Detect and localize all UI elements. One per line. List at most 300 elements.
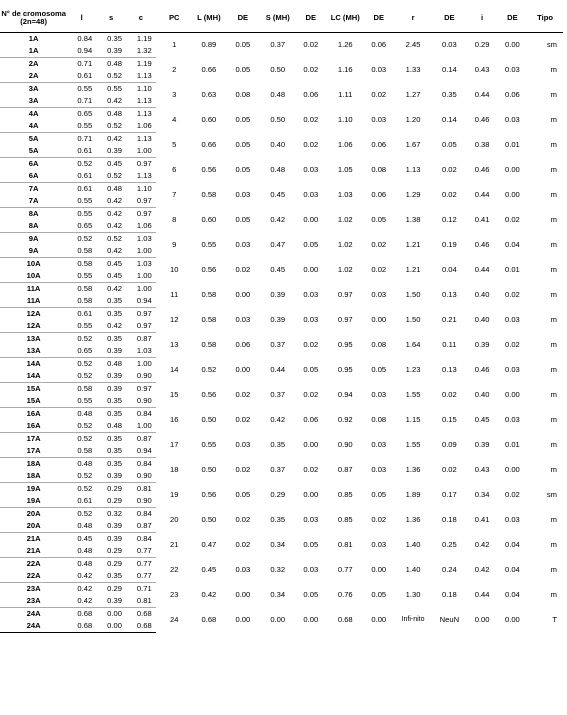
i-cell: 0.40 xyxy=(474,290,490,300)
de4-cell: 0.14 xyxy=(441,65,457,75)
de1-cell: 0.03 xyxy=(235,315,251,325)
de1-cell: 0.02 xyxy=(235,415,251,425)
de4-cell: 0.02 xyxy=(441,190,457,200)
chromosome-cell: 12A xyxy=(0,320,67,333)
pc-cell: 19 xyxy=(170,490,179,500)
de2-cell: 0.02 xyxy=(303,65,319,75)
de2-cell: 0.03 xyxy=(303,290,319,300)
de2-cell: 0.03 xyxy=(303,315,319,325)
S-cell: 0.50 xyxy=(270,65,286,75)
l-cell: 0.52 xyxy=(67,370,96,383)
s-cell: 0.35 xyxy=(107,334,122,344)
pc-cell: 24 xyxy=(170,615,179,625)
l-cell: 0.42 xyxy=(67,570,96,583)
chromosome-cell: 22A xyxy=(26,559,41,569)
s-cell: 0.52 xyxy=(96,70,126,83)
S-cell: 0.40 xyxy=(270,140,286,150)
header-s: s xyxy=(96,4,126,33)
chromosome-cell: 2A xyxy=(28,59,39,69)
l-cell: 0.55 xyxy=(67,120,96,133)
de3-cell: 0.03 xyxy=(371,440,387,450)
L-cell: 0.58 xyxy=(201,315,217,325)
de4-cell: 0.02 xyxy=(441,465,457,475)
L-cell: 0.45 xyxy=(201,565,217,575)
de1-cell: 0.03 xyxy=(235,440,251,450)
de1-cell: 0.00 xyxy=(235,615,251,625)
tipo-cell: m xyxy=(550,365,557,375)
L-cell: 0.56 xyxy=(201,265,217,275)
table-row xyxy=(0,208,563,221)
c-cell: 0.77 xyxy=(136,559,152,569)
L-cell: 0.58 xyxy=(201,340,217,350)
s-cell: 0.32 xyxy=(107,509,122,519)
de3-cell: 0.08 xyxy=(371,340,387,350)
de5-cell: 0.02 xyxy=(505,340,520,350)
table-row xyxy=(0,383,563,396)
header-de-4: DE xyxy=(432,4,466,33)
s-cell: 0.52 xyxy=(96,170,126,183)
chromosome-cell: 5A xyxy=(0,145,67,158)
chromosome-cell: 23A xyxy=(0,595,67,608)
s-cell: 0.39 xyxy=(96,145,126,158)
L-cell: 0.60 xyxy=(201,215,217,225)
S-cell: 0.44 xyxy=(270,365,286,375)
l-cell: 0.48 xyxy=(77,409,93,419)
de3-cell: 0.05 xyxy=(371,490,387,500)
c-cell: 0.81 xyxy=(126,595,156,608)
table-row xyxy=(0,233,563,246)
de3-cell: 0.02 xyxy=(371,240,387,250)
S-cell: 0.45 xyxy=(270,190,286,200)
l-cell: 0.52 xyxy=(77,359,93,369)
LC-cell: 0.97 xyxy=(337,315,353,325)
de3-cell: 0.03 xyxy=(371,290,387,300)
L-cell: 0.58 xyxy=(201,290,217,300)
de5-cell: 0.02 xyxy=(505,290,520,300)
de5-cell: 0.01 xyxy=(505,140,520,150)
c-cell: 0.84 xyxy=(136,509,152,519)
s-cell: 0.39 xyxy=(96,595,126,608)
c-cell: 0.87 xyxy=(136,334,152,344)
de3-cell: 0.08 xyxy=(371,415,387,425)
r-cell: 1.40 xyxy=(405,540,421,550)
LC-cell: 0.97 xyxy=(337,290,353,300)
S-cell: 0.45 xyxy=(270,265,286,275)
tipo-cell: m xyxy=(550,190,557,200)
l-cell: 0.71 xyxy=(77,134,93,144)
r-cell: 1.50 xyxy=(405,315,421,325)
r-cell: 1.64 xyxy=(405,340,421,350)
S-cell: 0.39 xyxy=(270,290,286,300)
s-cell: 0.55 xyxy=(107,84,122,94)
c-cell: 0.97 xyxy=(126,320,156,333)
l-cell: 0.68 xyxy=(67,620,96,633)
s-cell: 0.00 xyxy=(107,609,122,619)
c-cell: 0.77 xyxy=(126,570,156,583)
chromosome-cell: 19A xyxy=(0,495,67,508)
S-cell: 0.37 xyxy=(270,340,286,350)
chromosome-cell: 8A xyxy=(28,209,39,219)
s-cell: 0.42 xyxy=(96,95,126,108)
chromosome-cell: 11A xyxy=(26,284,41,294)
c-cell: 0.90 xyxy=(126,495,156,508)
chromosome-cell: 20A xyxy=(0,520,67,533)
L-cell: 0.68 xyxy=(201,615,217,625)
L-cell: 0.42 xyxy=(201,590,217,600)
de2-cell: 0.05 xyxy=(303,540,319,550)
tipo-cell: m xyxy=(550,440,557,450)
de2-cell: 0.02 xyxy=(303,140,319,150)
de4-cell: 0.35 xyxy=(441,90,457,100)
de2-cell: 0.05 xyxy=(303,240,319,250)
r-cell: 1.30 xyxy=(405,590,421,600)
c-cell: 1.03 xyxy=(136,259,152,269)
de1-cell: 0.03 xyxy=(235,240,251,250)
de5-cell: 0.03 xyxy=(505,415,520,425)
LC-cell: 1.06 xyxy=(337,140,353,150)
l-cell: 0.61 xyxy=(67,145,96,158)
de5-cell: 0.04 xyxy=(505,590,520,600)
chromosome-cell: 7A xyxy=(28,184,39,194)
l-cell: 0.52 xyxy=(77,434,93,444)
de2-cell: 0.06 xyxy=(303,415,319,425)
chromosome-cell: 10A xyxy=(26,259,41,269)
LC-cell: 1.10 xyxy=(337,115,353,125)
L-cell: 0.55 xyxy=(201,440,217,450)
L-cell: 0.56 xyxy=(201,165,217,175)
de3-cell: 0.05 xyxy=(371,365,387,375)
s-cell: 0.42 xyxy=(107,284,122,294)
de5-cell: 0.04 xyxy=(505,540,520,550)
de3-cell: 0.06 xyxy=(371,140,387,150)
pc-cell: 5 xyxy=(172,140,177,150)
s-cell: 0.45 xyxy=(107,259,122,269)
c-cell: 0.84 xyxy=(136,409,152,419)
l-cell: 0.52 xyxy=(77,509,93,519)
i-cell: 0.46 xyxy=(474,365,490,375)
de5-cell: 0.03 xyxy=(505,515,520,525)
c-cell: 1.03 xyxy=(126,345,156,358)
de3-cell: 0.00 xyxy=(371,315,387,325)
table-row xyxy=(0,283,563,296)
chromosome-cell: 24A xyxy=(26,609,41,619)
r-cell: 1.23 xyxy=(405,365,421,375)
L-cell: 0.89 xyxy=(201,40,217,50)
de5-cell: 0.00 xyxy=(505,465,520,475)
r-cell: 1.27 xyxy=(405,90,421,100)
l-cell: 0.48 xyxy=(67,545,96,558)
chromosome-cell: 7A xyxy=(0,195,67,208)
pc-cell: 16 xyxy=(170,415,179,425)
LC-cell: 0.92 xyxy=(337,415,353,425)
s-cell: 0.29 xyxy=(107,559,122,569)
c-cell: 1.13 xyxy=(126,70,156,83)
s-cell: 0.48 xyxy=(107,359,122,369)
S-cell: 0.37 xyxy=(270,40,286,50)
l-cell: 0.55 xyxy=(77,209,93,219)
header-LC: LC (MH) xyxy=(327,4,364,33)
tipo-cell: sm xyxy=(546,490,557,500)
s-cell: 0.35 xyxy=(96,445,126,458)
l-cell: 0.48 xyxy=(77,459,93,469)
S-cell: 0.35 xyxy=(270,440,286,450)
c-cell: 1.00 xyxy=(136,359,152,369)
table-row xyxy=(0,583,563,596)
c-cell: 1.06 xyxy=(126,120,156,133)
c-cell: 0.97 xyxy=(136,159,152,169)
S-cell: 0.50 xyxy=(270,115,286,125)
l-cell: 0.52 xyxy=(77,334,93,344)
tipo-cell: sm xyxy=(546,40,557,50)
s-cell: 0.29 xyxy=(107,484,122,494)
chromosome-cell: 2A xyxy=(0,70,67,83)
de1-cell: 0.00 xyxy=(235,290,251,300)
pc-cell: 17 xyxy=(170,440,179,450)
r-cell: 1.67 xyxy=(405,140,421,150)
r-cell: Infi-nito xyxy=(401,615,425,623)
c-cell: 0.68 xyxy=(136,609,152,619)
chromosome-cell: 22A xyxy=(0,570,67,583)
de4-cell: 0.03 xyxy=(441,40,457,50)
s-cell: 0.42 xyxy=(96,220,126,233)
de4-cell: 0.02 xyxy=(441,390,457,400)
s-cell: 0.48 xyxy=(107,109,122,119)
de2-cell: 0.02 xyxy=(303,340,319,350)
header-tipo: Tipo xyxy=(527,4,563,33)
s-cell: 0.35 xyxy=(107,309,122,319)
l-cell: 0.61 xyxy=(67,495,96,508)
l-cell: 0.61 xyxy=(67,170,96,183)
l-cell: 0.55 xyxy=(77,84,93,94)
chromosome-cell: 14A xyxy=(26,359,41,369)
s-cell: 0.35 xyxy=(96,570,126,583)
de1-cell: 0.05 xyxy=(235,115,251,125)
table-row xyxy=(0,33,563,46)
s-cell: 0.35 xyxy=(107,34,122,44)
r-cell: 1.36 xyxy=(405,515,421,525)
l-cell: 0.52 xyxy=(67,470,96,483)
c-cell: 0.97 xyxy=(136,384,152,394)
S-cell: 0.47 xyxy=(270,240,286,250)
c-cell: 1.06 xyxy=(126,220,156,233)
s-cell: 0.42 xyxy=(107,209,122,219)
l-cell: 0.84 xyxy=(77,34,93,44)
L-cell: 0.50 xyxy=(201,415,217,425)
L-cell: 0.52 xyxy=(201,365,217,375)
de1-cell: 0.02 xyxy=(235,465,251,475)
LC-cell: 1.02 xyxy=(337,265,353,275)
de5-cell: 0.01 xyxy=(505,265,520,275)
de4-cell: 0.24 xyxy=(441,565,457,575)
pc-cell: 21 xyxy=(170,540,179,550)
S-cell: 0.32 xyxy=(270,565,286,575)
table-row xyxy=(0,433,563,446)
table-row xyxy=(0,183,563,196)
de2-cell: 0.03 xyxy=(303,190,319,200)
L-cell: 0.55 xyxy=(201,240,217,250)
c-cell: 0.84 xyxy=(136,459,152,469)
de4-cell: 0.13 xyxy=(441,365,457,375)
L-cell: 0.60 xyxy=(201,115,217,125)
s-cell: 0.35 xyxy=(96,295,126,308)
r-cell: 1.89 xyxy=(405,490,421,500)
tipo-cell: m xyxy=(550,140,557,150)
table-row xyxy=(0,83,563,96)
de2-cell: 0.05 xyxy=(303,365,319,375)
pc-cell: 23 xyxy=(170,590,179,600)
table-row xyxy=(0,358,563,371)
LC-cell: 0.85 xyxy=(337,515,353,525)
s-cell: 0.42 xyxy=(96,195,126,208)
chromosome-cell: 20A xyxy=(26,509,41,519)
s-cell: 0.42 xyxy=(96,320,126,333)
de1-cell: 0.05 xyxy=(235,65,251,75)
header-c: c xyxy=(126,4,156,33)
de4-cell: 0.14 xyxy=(441,115,457,125)
S-cell: 0.29 xyxy=(270,490,286,500)
c-cell: 0.97 xyxy=(136,309,152,319)
c-cell: 1.13 xyxy=(136,134,152,144)
S-cell: 0.37 xyxy=(270,390,286,400)
LC-cell: 0.94 xyxy=(337,390,353,400)
tipo-cell: m xyxy=(550,390,557,400)
s-cell: 0.39 xyxy=(96,520,126,533)
de4-cell: 0.13 xyxy=(441,290,457,300)
l-cell: 0.61 xyxy=(77,184,93,194)
de3-cell: 0.03 xyxy=(371,65,387,75)
de3-cell: 0.03 xyxy=(371,465,387,475)
c-cell: 1.10 xyxy=(136,84,152,94)
c-cell: 1.13 xyxy=(126,95,156,108)
s-cell: 0.42 xyxy=(96,245,126,258)
tipo-cell: m xyxy=(550,265,557,275)
de2-cell: 0.06 xyxy=(303,90,319,100)
s-cell: 0.39 xyxy=(96,370,126,383)
L-cell: 0.66 xyxy=(201,140,217,150)
l-cell: 0.61 xyxy=(77,309,93,319)
l-cell: 0.55 xyxy=(67,195,96,208)
header-row xyxy=(0,4,563,33)
S-cell: 0.35 xyxy=(270,515,286,525)
tipo-cell: m xyxy=(550,515,557,525)
s-cell: 0.39 xyxy=(107,534,122,544)
i-cell: 0.44 xyxy=(474,265,490,275)
chromosome-cell: 16A xyxy=(0,420,67,433)
table-row xyxy=(0,258,563,271)
c-cell: 1.13 xyxy=(126,170,156,183)
i-cell: 0.29 xyxy=(474,40,490,50)
de1-cell: 0.05 xyxy=(235,140,251,150)
chromosome-cell: 24A xyxy=(0,620,67,633)
LC-cell: 0.76 xyxy=(337,590,353,600)
c-cell: 0.97 xyxy=(136,209,152,219)
i-cell: 0.41 xyxy=(474,215,490,225)
c-cell: 1.13 xyxy=(136,109,152,119)
table-row xyxy=(0,608,563,621)
de5-cell: 0.00 xyxy=(505,190,520,200)
l-cell: 0.52 xyxy=(77,484,93,494)
de4-cell: 0.25 xyxy=(441,540,457,550)
i-cell: 0.00 xyxy=(474,615,490,625)
l-cell: 0.68 xyxy=(77,609,93,619)
de1-cell: 0.05 xyxy=(235,215,251,225)
LC-cell: 0.68 xyxy=(337,615,353,625)
chromosome-cell: 21A xyxy=(0,545,67,558)
de4-cell: 0.21 xyxy=(441,315,457,325)
chromosome-cell: 3A xyxy=(0,95,67,108)
de5-cell: 0.02 xyxy=(505,490,520,500)
de1-cell: 0.00 xyxy=(235,590,251,600)
S-cell: 0.42 xyxy=(270,415,286,425)
de2-cell: 0.00 xyxy=(303,265,319,275)
tipo-cell: m xyxy=(550,290,557,300)
s-cell: 0.29 xyxy=(96,495,126,508)
chromosome-cell: 21A xyxy=(26,534,41,544)
de3-cell: 0.00 xyxy=(371,565,387,575)
chromosome-cell: 19A xyxy=(26,484,41,494)
c-cell: 0.87 xyxy=(136,434,152,444)
tipo-cell: m xyxy=(550,65,557,75)
l-cell: 0.71 xyxy=(77,59,93,69)
chromosome-cell: 16A xyxy=(26,409,41,419)
chromosome-cell: 6A xyxy=(0,170,67,183)
LC-cell: 0.81 xyxy=(337,540,353,550)
s-cell: 0.52 xyxy=(107,234,122,244)
r-cell: 1.21 xyxy=(405,240,421,250)
l-cell: 0.58 xyxy=(77,284,93,294)
de5-cell: 0.04 xyxy=(505,240,520,250)
S-cell: 0.48 xyxy=(270,165,286,175)
L-cell: 0.56 xyxy=(201,490,217,500)
c-cell: 1.00 xyxy=(126,420,156,433)
de3-cell: 0.03 xyxy=(371,115,387,125)
header-de-3: DE xyxy=(364,4,394,33)
l-cell: 0.58 xyxy=(77,384,93,394)
tipo-cell: m xyxy=(550,415,557,425)
s-cell: 0.52 xyxy=(96,120,126,133)
de5-cell: 0.00 xyxy=(505,390,520,400)
pc-cell: 13 xyxy=(170,340,179,350)
c-cell: 0.90 xyxy=(126,470,156,483)
S-cell: 0.00 xyxy=(270,615,286,625)
chromosome-cell: 14A xyxy=(0,370,67,383)
chromosome-cell: 17A xyxy=(26,434,41,444)
r-cell: 2.45 xyxy=(405,40,421,50)
i-cell: 0.45 xyxy=(474,415,490,425)
chromosome-cell: 3A xyxy=(28,84,39,94)
pc-cell: 11 xyxy=(170,290,179,300)
de1-cell: 0.05 xyxy=(235,40,251,50)
LC-cell: 0.87 xyxy=(337,465,353,475)
i-cell: 0.39 xyxy=(474,440,490,450)
tipo-cell: m xyxy=(550,540,557,550)
c-cell: 1.00 xyxy=(126,145,156,158)
chromosome-cell: 17A xyxy=(0,445,67,458)
tipo-cell: m xyxy=(550,90,557,100)
c-cell: 1.03 xyxy=(136,234,152,244)
c-cell: 0.90 xyxy=(126,370,156,383)
de4-cell: 0.12 xyxy=(441,215,457,225)
table-row xyxy=(0,158,563,171)
LC-cell: 0.95 xyxy=(337,365,353,375)
r-cell: 1.50 xyxy=(405,290,421,300)
r-cell: 1.33 xyxy=(405,65,421,75)
chromosome-cell: 15A xyxy=(0,395,67,408)
LC-cell: 1.02 xyxy=(337,240,353,250)
r-cell: 1.21 xyxy=(405,265,421,275)
pc-cell: 14 xyxy=(170,365,179,375)
de3-cell: 0.06 xyxy=(371,40,387,50)
